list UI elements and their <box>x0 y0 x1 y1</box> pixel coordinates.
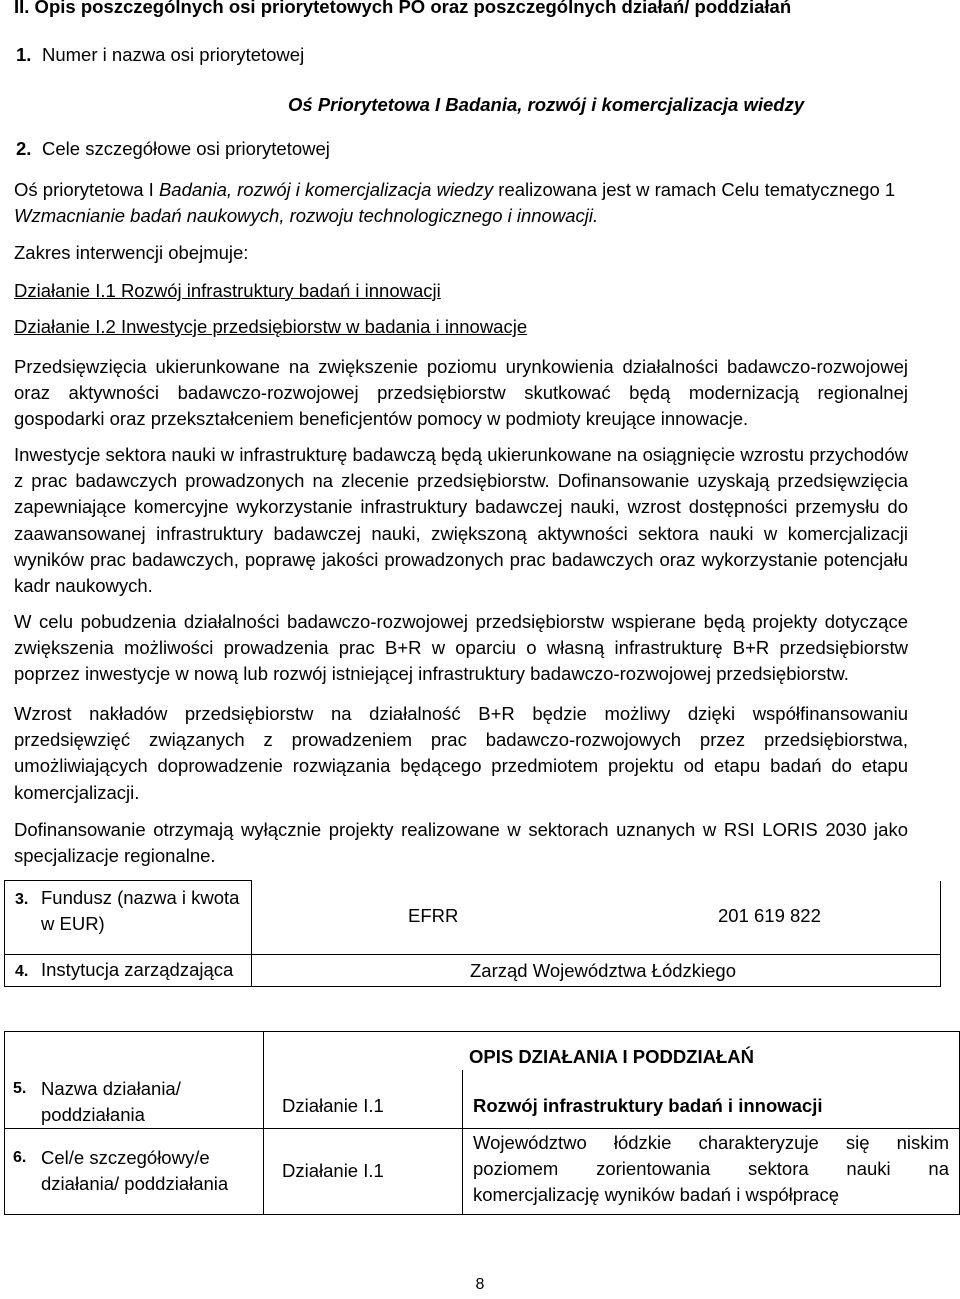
scope-label: Zakres interwencji obejmuje: <box>14 242 249 263</box>
fund-row <box>5 881 941 955</box>
fund-name: EFRR <box>408 904 459 926</box>
action-name-number: 5. <box>13 1079 27 1097</box>
fund-label-cell <box>5 881 252 955</box>
paragraph-1: Przedsięwzięcia ukierunkowane na zwiększenie poziomu urynkowienia działalności badawczo-rozwojowej oraz aktywności badawczo-rozwojowej przedsiębiorstw skutkować będą modernizacją regionalnej gospodarki oraz przekształceniem beneficjentów pomocy w podmioty kreujące innowacje. <box>14 356 908 430</box>
item-1 <box>16 42 304 68</box>
action-name-label-cell <box>5 1070 264 1129</box>
page-number: 8 <box>475 1276 485 1293</box>
action-2-link: Działanie I.2 Inwestycje przedsiębiorstw w badania i innowacje <box>14 316 528 337</box>
action-1-link: Działanie I.1 Rozwój infrastruktury badań i innowacji <box>14 280 441 301</box>
section-heading: II. Opis poszczególnych osi priorytetowych PO oraz poszczególnych działań/ poddziałań <box>14 0 792 17</box>
fund-table <box>4 880 941 987</box>
intro-paragraph <box>14 177 908 229</box>
fund-label: Fundusz (nazwa i kwota w EUR) <box>41 887 240 934</box>
intro-text-d: Wzmacnianie badań naukowych, rozwoju technologicznego i innowacji. <box>14 205 599 227</box>
axis-name: Oś Priorytetowa I Badania, rozwój i komercjalizacja wiedzy <box>288 94 805 115</box>
action-goal-number: 6. <box>13 1149 27 1166</box>
paragraph-3: W celu pobudzenia działalności badawczo-rozwojowej przedsiębiorstw wspierane będą projekty dotyczące zwiększenia możliwości prowadzenia prac B+R w oparciu o własną infrastrukturę B+R przedsiębiorstw poprzez inwestycje w nową lub rozwój istniejącej infrastruktury badawczo-rozwojowej przedsiębiorstw. <box>14 611 908 685</box>
action-name-value-cell: Rozwój infrastruktury badań i innowacji <box>463 1070 960 1129</box>
action-goal-label: Cel/e szczegółowy/e działania/ poddziałania <box>41 1147 229 1194</box>
paragraph-4: Wzrost nakładów przedsiębiorstw na działalność B+R będzie możliwy dzięki współfinansowaniu przedsięwzięć związanych z prowadzeniem prac badawczo-rozwojowych przez przedsiębiorstwa, umożliwiających doprowadzenie rozwiązania będącego przedmiotem projektu od etapu badań do etapu komercjalizacji. <box>14 703 908 803</box>
action-goal-label-cell <box>5 1128 264 1214</box>
item-2-number: 2. <box>16 138 32 159</box>
institution-value-cell: Zarząd Województwa Łódzkiego <box>252 955 941 987</box>
institution-row <box>5 955 941 987</box>
action-table <box>4 1031 960 1215</box>
intro-text-a: Oś priorytetowa I <box>14 179 159 200</box>
item-2-label: Cele szczegółowe osi priorytetowej <box>42 138 330 159</box>
action-goal-row <box>5 1128 960 1214</box>
fund-amount: 201 619 822 <box>718 904 821 926</box>
institution-label-cell <box>5 955 252 987</box>
intro-text-b: Badania, rozwój i komercjalizacja wiedzy <box>158 179 494 200</box>
item-2 <box>16 136 330 162</box>
fund-number: 3. <box>15 891 29 908</box>
action-name-code-cell: Działanie I.1 <box>264 1070 463 1129</box>
header-empty-cell <box>5 1032 264 1070</box>
intro-text-c: realizowana jest w ramach Celu tematycznego 1 <box>493 179 896 200</box>
action-table-header-row <box>5 1032 960 1070</box>
action-goal-value-cell: Województwo łódzkie charakteryzuje się niskim poziomem zorientowania sektora nauki na komercjalizację wyników badań i współpracę <box>463 1128 960 1214</box>
action-table-header: OPIS DZIAŁANIA I PODDZIAŁAŃ <box>264 1032 960 1070</box>
paragraph-5: Dofinansowanie otrzymają wyłącznie projekty realizowane w sektorach uznanych w RSI LORIS 2030 jako specjalizacje regionalne. <box>14 819 908 867</box>
action-name-label: Nazwa działania/ poddziałania <box>41 1077 181 1125</box>
action-name-row <box>5 1070 960 1129</box>
action-goal-code-cell: Działanie I.1 <box>264 1128 463 1214</box>
institution-label: Instytucja zarządzająca <box>41 958 234 980</box>
fund-value-cell <box>252 881 941 955</box>
item-1-number: 1. <box>16 44 32 65</box>
paragraph-2: Inwestycje sektora nauki w infrastrukturę badawczą będą ukierunkowane na osiągnięcie wzrostu przychodów z prac badawczych prowadzonych na zlecenie przedsiębiorstw. Dofinansowanie uzyskają przedsięwzięcia zapewniające komercyjne wykorzystanie infrastruktury badawczej nauki, wzrost dostępności przemysłu do zaawansowanej infrastruktury badawczej nauki, zwiększoną aktywności sektora nauki w komercjalizacji wyników prac badawczych, poprawę jakości prowadzonych prac badawczych oraz wykorzystanie potencjału kadr naukowych. <box>14 444 908 597</box>
institution-number: 4. <box>15 962 29 980</box>
item-1-label: Numer i nazwa osi priorytetowej <box>42 44 305 65</box>
